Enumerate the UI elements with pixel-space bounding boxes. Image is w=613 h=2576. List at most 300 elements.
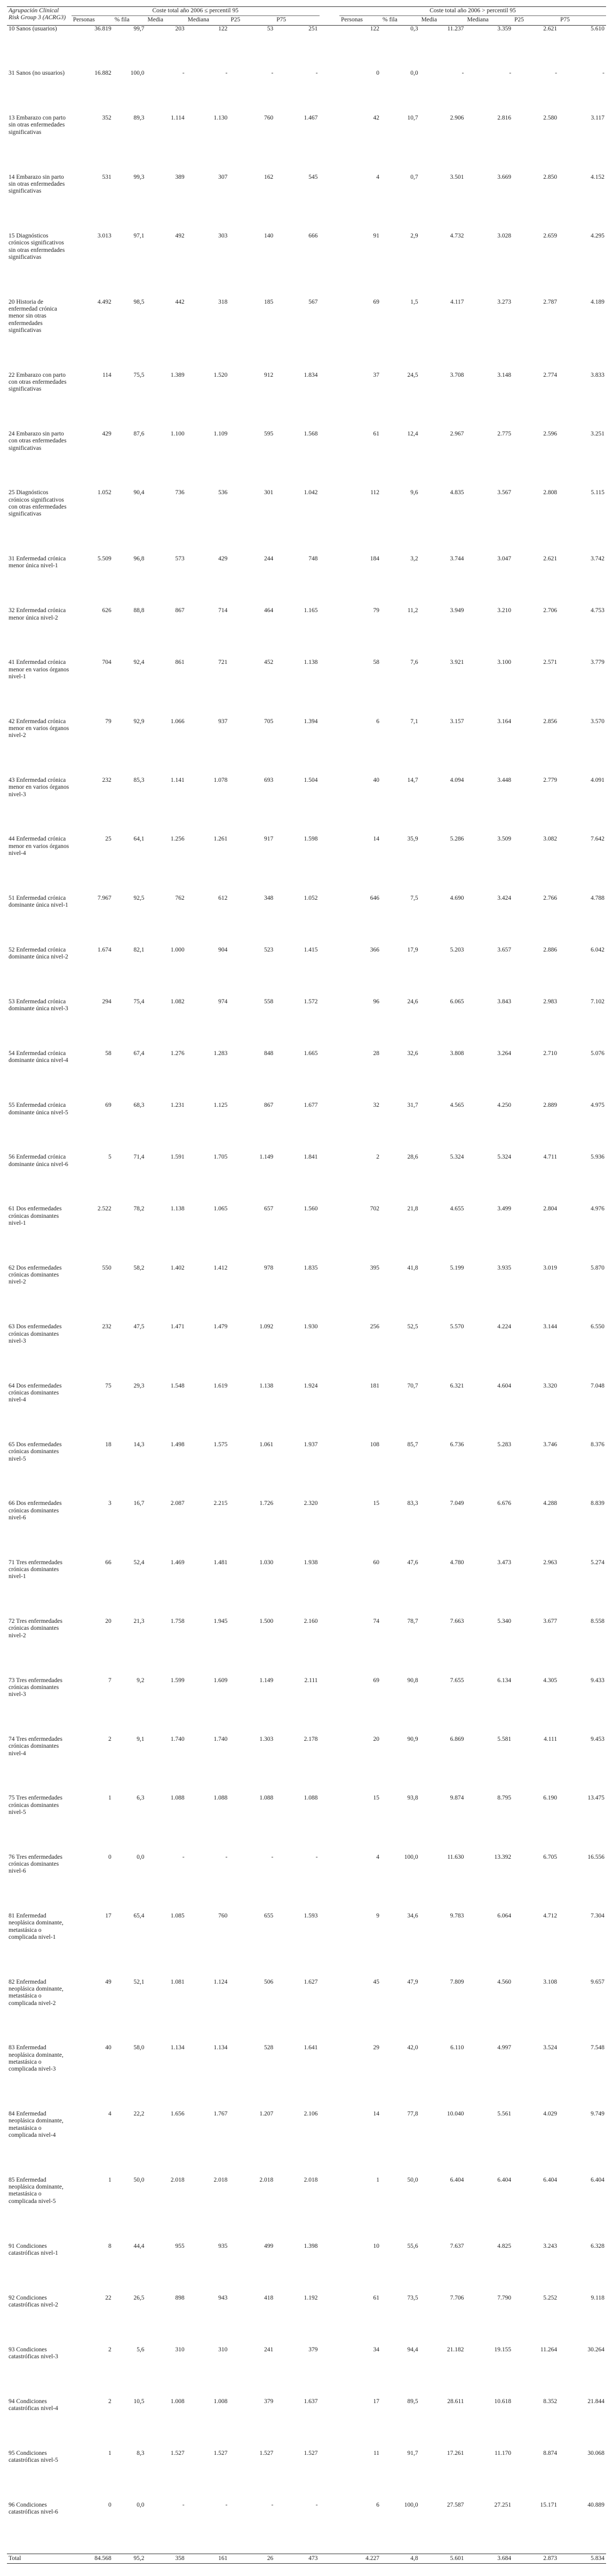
cell-high-3: 3.273 [497,298,512,305]
cell-high-1: 100,0 [404,1853,418,1860]
cell-high-2: 2.967 [450,431,464,438]
cell-high-2: 3.949 [450,607,464,614]
cell-low-3: 1.008 [213,2398,228,2405]
cell-low-3: 1.705 [213,1154,228,1161]
cell-high-1: 3,2 [410,556,418,562]
table-row [7,607,606,659]
cell-high-1: 70,7 [407,1382,418,1389]
column-header-high-0: Personas [339,16,381,25]
cell-low-5: 1.527 [304,2450,318,2456]
cell-high-2: 5.199 [450,1264,464,1271]
cell-high-2: 7.809 [450,1978,464,1985]
cell-high-3: 6.064 [497,1913,512,1920]
cell-low-1: 0,0 [137,2502,145,2509]
cell-high-4: 15.171 [540,2502,558,2509]
cell-low-0: 84.568 [71,2554,113,2564]
cell-high-3: 8.795 [497,1795,512,1802]
cell-high-5: 5.274 [591,1559,604,1566]
cell-high-0: 14 [373,2111,380,2118]
cell-low-3: 937 [218,718,228,725]
cell-high-5: 5.936 [591,1154,604,1161]
cell-low-0: 2 [108,2398,112,2405]
table-row [7,1323,606,1382]
cell-high-5: 7.304 [591,1913,604,1920]
column-header-low-1: % fila [113,16,146,25]
cell-low-4: 867 [264,1102,274,1109]
table-row [7,2295,606,2347]
cell-high-5: 3.779 [591,659,604,666]
cell-high-3: 3.047 [497,556,512,562]
row-label: 75 Tres enfermedades crónicas dominantes nivel-5 [9,1795,62,1816]
cell-low-4: 1.088 [259,1795,274,1802]
cell-low-1: 78,2 [133,1206,145,1212]
cell-high-3: 3.448 [497,777,512,784]
cell-high-4: 6.705 [543,1853,558,1860]
cell-low-2: 389 [175,173,185,180]
table-row [7,372,606,431]
cell-low-4: - [271,1853,274,1860]
cell-high-5: 5.115 [591,489,604,496]
cell-low-0: 1.674 [97,946,112,953]
cell-high-0: 6 [376,2502,380,2509]
cell-low-1: 99,7 [133,25,145,32]
cell-high-2: 4.655 [450,1206,464,1212]
row-label: 42 Enfermedad crónica menor en varios órganos nivel-2 [9,718,69,739]
cell-high-1: 31,7 [407,1102,418,1109]
cell-low-3: 307 [218,173,228,180]
cell-low-4: 2.018 [259,2176,274,2183]
table-row [7,70,606,115]
cell-low-3: 943 [218,2294,228,2301]
cell-high-0: 184 [370,556,380,562]
cell-high-0: 37 [373,371,380,378]
table-row [7,2177,606,2243]
table-row [7,2111,606,2177]
cell-low-0: 626 [102,607,112,614]
row-label: 96 Condiciones catastróficas nivel-6 [9,2502,58,2516]
cell-low-0: 0 [108,2502,112,2509]
row-label: 53 Enfermedad crónica dominante única nivel-3 [9,998,68,1012]
cell-low-3: 1.088 [213,1795,228,1802]
cell-high-1: 77,8 [407,2111,418,2118]
cell-low-5: 1.841 [304,1154,318,1161]
cell-high-1: 1,5 [410,298,418,305]
cell-high-0: 10 [373,2242,380,2249]
cell-low-3: 1.125 [213,1102,228,1109]
cell-low-4: 464 [264,607,274,614]
cell-high-1: 10,7 [407,115,418,122]
cell-high-0: 4.227 [339,2554,381,2564]
table-row [7,2450,606,2502]
cell-high-4: 2.889 [543,1102,558,1109]
row-label: 13 Embarazo con parto sin otras enfermedades significativas [9,115,66,136]
cell-high-3: 3.509 [497,836,512,843]
cell-low-1: 64,1 [133,836,145,843]
cell-high-3: 5.561 [497,2111,512,2118]
cell-low-5: 1.937 [304,1441,318,1448]
table-row [7,299,606,372]
cell-high-0: 40 [373,777,380,784]
cell-high-1: 47,9 [407,1978,418,1985]
cell-high-3: 3.210 [497,607,512,614]
cell-high-4: 3.019 [543,1264,558,1271]
cell-high-4: 3.082 [543,836,558,843]
cell-high-0: 69 [373,1677,380,1684]
cell-high-1: 83,3 [407,1500,418,1507]
table-row [7,25,606,70]
table-row [7,1677,606,1736]
cell-high-2: 6.065 [450,998,464,1005]
cell-high-4: 5.252 [543,2294,558,2301]
cell-high-5: 8.839 [591,1500,604,1507]
row-label: 76 Tres enfermedades crónicas dominantes nivel-6 [9,1853,62,1875]
cell-low-4: 1.303 [259,1735,274,1742]
cell-high-5: 3.833 [591,371,604,378]
cell-low-1: 85,3 [133,777,145,784]
cell-low-0: 17 [105,1913,112,1920]
cell-high-0: 122 [370,25,380,32]
cell-low-1: 22,2 [133,2111,145,2118]
cell-low-5: 2.320 [304,1500,318,1507]
cell-high-2: 4.732 [450,232,464,239]
cell-low-1: 97,1 [133,232,145,239]
row-label: 55 Enfermedad crónica dominante única nivel-5 [9,1102,68,1116]
table-row [7,174,606,233]
column-header-high-5: P75 [559,16,606,25]
cell-low-2: 203 [175,25,185,32]
cell-high-1: 24,5 [407,371,418,378]
cell-low-3: 1.261 [213,836,228,843]
cell-low-2: 898 [175,2294,185,2301]
cell-low-4: 162 [264,173,274,180]
cell-low-4: 558 [264,998,274,1005]
cell-high-4: 2.850 [543,173,558,180]
row-label: 82 Enfermedad neoplásica dominante, metastásica o complicada nivel-2 [9,1978,63,2007]
cell-high-5: 5.870 [591,1264,604,1271]
cell-high-0: 702 [370,1206,380,1212]
cell-high-1: 24,6 [407,998,418,1005]
table-row [7,556,606,607]
cell-high-2: 3.501 [450,173,464,180]
cell-low-1: 52,1 [133,1978,145,1985]
cell-high-5: 4.976 [591,1206,604,1212]
cell-high-0: 61 [373,431,380,438]
cell-low-5: 1.415 [304,946,318,953]
cell-high-3: 3.359 [497,25,512,32]
column-header-high-3: Mediana [466,16,513,25]
cell-low-1: 29,3 [133,1382,145,1389]
table-row [7,895,606,947]
cell-low-5: 1.637 [304,2398,318,2405]
cell-high-4: 3.524 [543,2044,558,2051]
cell-low-4: 1.061 [259,1441,274,1448]
column-gap [320,16,340,25]
cell-low-3: 1.412 [213,1264,228,1271]
cell-high-2: 7.663 [450,1618,464,1625]
cell-low-5: 1.665 [304,1050,318,1057]
cell-low-3: 1.065 [213,1206,228,1212]
cell-high-5: 5.834 [559,2554,606,2564]
cell-high-5: 6.042 [591,946,604,953]
cell-low-4: 1.726 [259,1500,274,1507]
cell-high-3: 3.684 [466,2554,513,2564]
cell-high-5: 4.091 [591,777,604,784]
cell-low-5: 1.572 [304,998,318,1005]
cell-low-1: 5,6 [137,2346,145,2353]
cell-low-3: 1.619 [213,1382,228,1389]
cell-low-4: 1.138 [259,1382,274,1389]
cell-high-3: 3.499 [497,1206,512,1212]
cell-high-3: 13.392 [494,1853,512,1860]
cell-low-5: - [315,70,318,77]
cell-low-3: 1.481 [213,1559,228,1566]
cell-high-0: 32 [373,1102,380,1109]
cell-high-2: 7.706 [450,2294,464,2301]
cell-low-1: 67,4 [133,1050,145,1057]
cell-low-2: 1.591 [170,1154,185,1161]
cell-low-2: 1.100 [170,431,185,438]
cell-low-2: 955 [175,2242,185,2249]
cell-high-3: 6.404 [497,2176,512,2183]
cell-low-1: 16,7 [133,1500,145,1507]
cell-high-2: 3.921 [450,659,464,666]
cell-high-5: 30.264 [587,2346,604,2353]
cell-high-0: 91 [373,232,380,239]
cell-high-5: 3.117 [591,115,604,122]
cell-high-4: 2.963 [543,1559,558,1566]
cell-high-4: - [555,70,558,77]
row-label: 81 Enfermedad neoplásica dominante, metastásica o complicada nivel-1 [9,1913,63,1940]
cell-high-4: 4.111 [544,1735,558,1742]
row-label: 73 Tres enfermedades crónicas dominantes nivel-3 [9,1677,62,1698]
cell-high-3: 27.251 [494,2502,512,2509]
cell-low-0: 1 [108,1795,112,1802]
table-row [7,1102,606,1154]
cell-high-3: 4.825 [497,2242,512,2249]
row-label: 54 Enfermedad crónica dominante única nivel-4 [9,1050,68,1064]
cell-low-3: 935 [218,2242,228,2249]
cell-high-0: 28 [373,1050,380,1057]
cell-high-2: 6.869 [450,1735,464,1742]
cell-low-3: 1.575 [213,1441,228,1448]
cell-high-4: 4.029 [543,2111,558,2118]
cell-low-0: 1 [108,2176,112,2183]
cell-high-3: 3.657 [497,946,512,953]
row-label: 10 Sanos (usuarios) [9,25,57,32]
cell-low-1: 92,9 [133,718,145,725]
cell-low-3: - [225,70,228,77]
cell-low-1: 21,3 [133,1618,145,1625]
cell-low-0: 69 [105,1102,112,1109]
cell-low-2: 442 [175,298,185,305]
cell-low-3: 318 [218,298,228,305]
row-label: 72 Tres enfermedades crónicas dominantes nivel-2 [9,1618,62,1639]
cell-low-0: 5 [108,1154,112,1161]
cell-low-1: 75,4 [133,998,145,1005]
cell-low-5: - [315,1853,318,1860]
column-header-high-2: Media [420,16,466,25]
cell-high-2: 4.835 [450,489,464,496]
cell-low-5: 1.938 [304,1559,318,1566]
cell-low-3: 1.283 [213,1050,228,1057]
cell-low-4: 523 [264,946,274,953]
row-label: 94 Condiciones catastróficas nivel-4 [9,2398,58,2412]
cell-high-2: 3.808 [450,1050,464,1057]
cell-low-4: 1.149 [259,1677,274,1684]
cell-high-3: 19.155 [494,2346,512,2353]
cell-low-1: 47,5 [133,1323,145,1330]
cell-high-1: 93,8 [407,1795,418,1802]
cell-high-4: 4.288 [543,1500,558,1507]
row-label: 63 Dos enfermedades crónicas dominantes nivel-3 [9,1323,62,1344]
cell-high-4: 11.264 [540,2346,558,2353]
cell-low-2: - [182,2502,185,2509]
cell-low-1: 14,3 [133,1441,145,1448]
cell-low-5: 1.834 [304,371,318,378]
row-label: 74 Tres enfermedades crónicas dominantes nivel-4 [9,1735,62,1757]
cell-high-0: 0 [376,70,380,77]
cell-low-0: 1.052 [97,489,112,496]
cell-high-2: 6.110 [450,2044,464,2051]
cell-high-3: 3.567 [497,489,512,496]
cell-high-5: 4.189 [591,298,604,305]
cell-high-4: 2.766 [543,894,558,901]
cell-low-0: 114 [102,371,112,378]
cell-low-0: 0 [108,1853,112,1860]
table-row [7,2347,606,2398]
cell-high-0: 14 [373,836,380,843]
cell-high-2: 3.157 [450,718,464,725]
cell-low-4: 1.149 [259,1154,274,1161]
cell-high-1: 4,8 [381,2554,420,2564]
cell-low-1: 98,5 [133,298,145,305]
row-label: 24 Embarazo sin parto con otras enfermedades significativas [9,431,67,451]
cell-high-0: 6 [376,718,380,725]
cell-high-3: 3.424 [497,894,512,901]
cell-high-1: 90,9 [407,1735,418,1742]
cell-low-2: 1.088 [170,1795,185,1802]
cell-high-0: 15 [373,1500,380,1507]
cell-low-4: 912 [264,371,274,378]
cell-low-3: 904 [218,946,228,953]
cell-low-3: 1.740 [213,1735,228,1742]
cell-high-3: 4.997 [497,2044,512,2051]
cell-low-5: 1.088 [304,1795,318,1802]
cell-low-4: 1.030 [259,1559,274,1566]
cell-high-3: 3.264 [497,1050,512,1057]
cell-high-5: 21.844 [587,2398,604,2405]
cell-low-4: 978 [264,1264,274,1271]
cell-low-5: 1.835 [304,1264,318,1271]
cell-high-1: 12,4 [407,431,418,438]
cell-high-0: 1 [376,2176,380,2183]
total-row [7,2554,606,2564]
cell-low-1: 68,3 [133,1102,145,1109]
cell-low-0: 18 [105,1441,112,1448]
cell-low-0: 36.819 [94,25,112,32]
cell-low-2: 1.599 [170,1677,185,1684]
cell-high-2: 3.708 [450,371,464,378]
cell-high-1: 34,6 [407,1913,418,1920]
row-label: 92 Condiciones catastróficas nivel-2 [9,2294,58,2308]
table-row [7,489,606,556]
cell-low-2: 1.471 [170,1323,185,1330]
cell-low-3: 122 [218,25,228,32]
cell-low-5: 2.106 [304,2111,318,2118]
cell-high-4: 3.746 [543,1441,558,1448]
cell-high-3: 3.473 [497,1559,512,1566]
cell-low-2: 861 [175,659,185,666]
cell-high-3: 4.560 [497,1978,512,1985]
row-label: 20 Historia de enfermedad crónica menor sin otras enfermedades significativas [9,298,57,334]
cell-high-0: 256 [370,1323,380,1330]
cell-low-1: 89,3 [133,115,145,122]
cell-low-4: 499 [264,2242,274,2249]
cell-high-5: 16.556 [587,1853,604,1860]
cell-high-5: 3.251 [591,431,604,438]
cell-high-0: 646 [370,894,380,901]
cell-low-1: 71,4 [133,1154,145,1161]
cell-low-0: 3.013 [97,232,112,239]
cell-low-3: 1.130 [213,115,228,122]
cell-low-3: 1.609 [213,1677,228,1684]
cell-high-5: 9.118 [591,2294,604,2301]
cell-low-2: - [182,70,185,77]
cell-high-5: 30.068 [587,2450,604,2456]
cell-low-5: 1.398 [304,2242,318,2249]
cell-low-5: 1.598 [304,836,318,843]
cell-high-4: 4.305 [543,1677,558,1684]
cell-high-3: 3.935 [497,1264,512,1271]
cell-low-3: 974 [218,998,228,1005]
cell-high-2: 6.321 [450,1382,464,1389]
cell-high-1: 89,5 [407,2398,418,2405]
cell-high-4: 3.243 [543,2242,558,2249]
cell-low-0: 8 [108,2242,112,2249]
cell-high-2: - [461,70,464,77]
cell-low-0: 2 [108,2346,112,2353]
cell-low-1: 100,0 [130,70,145,77]
row-label: 66 Dos enfermedades crónicas dominantes nivel-6 [9,1500,62,1521]
cell-low-4: 1.207 [259,2111,274,2118]
cell-low-1: 65,4 [133,1913,145,1920]
cell-high-2: 2.906 [450,115,464,122]
cell-high-4: 2.787 [543,298,558,305]
cell-low-4: 657 [264,1206,274,1212]
cell-high-5: 4.975 [591,1102,604,1109]
cell-low-4: 917 [264,836,274,843]
cell-high-2: 11.237 [447,25,464,32]
column-header-low-0: Personas [71,16,113,25]
cell-high-5: 6.404 [591,2176,604,2183]
column-header-low-3: Mediana [186,16,229,25]
cell-high-1: 94,4 [407,2346,418,2353]
cell-high-0: 61 [373,2294,380,2301]
row-label: 31 Enfermedad crónica menor única nivel-1 [9,556,66,569]
cell-high-1: 0,0 [410,70,418,77]
table-row [7,2502,606,2554]
cell-low-2: 573 [175,556,185,562]
cell-high-1: 11,2 [407,607,418,614]
cell-low-5: 1.052 [304,894,318,901]
cell-low-2: 1.256 [170,836,185,843]
cell-high-0: 20 [373,1735,380,1742]
cell-high-5: 7.548 [591,2044,604,2051]
cell-low-0: 25 [105,836,112,843]
cell-high-5: 9.657 [591,1978,604,1985]
cell-high-5: 7.102 [591,998,604,1005]
cell-high-2: 28.611 [447,2398,464,2405]
